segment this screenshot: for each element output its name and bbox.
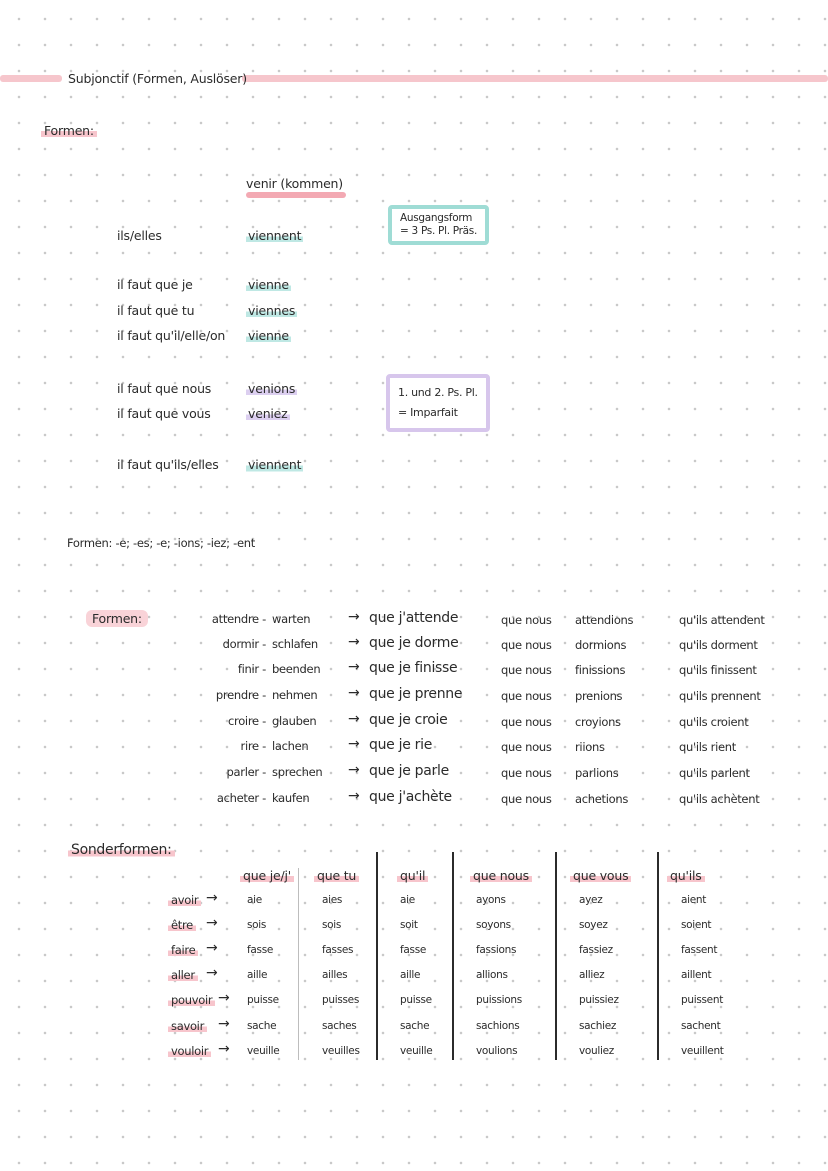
title-band	[0, 75, 62, 82]
irregular-verb: aller	[168, 968, 198, 982]
column-header: que vous	[570, 868, 631, 883]
irregular-verb: faire	[168, 943, 198, 957]
infinitive: parler -	[226, 765, 266, 779]
table-cell: puisse	[247, 994, 279, 1006]
note-box-plural	[386, 374, 490, 432]
table-cell: veuille	[400, 1045, 433, 1057]
table-cell: aillent	[681, 969, 712, 981]
table-cell: aille	[400, 969, 421, 981]
table-cell: aies	[322, 894, 343, 906]
verb-form: viennent	[248, 228, 302, 243]
table-cell: sachent	[681, 1020, 721, 1032]
note-box-base	[388, 205, 489, 245]
right-arrow-icon: →	[206, 965, 218, 981]
table-cell: soit	[400, 919, 418, 931]
table-cell: fassions	[476, 944, 517, 956]
ils-form: qu'ils parlent	[679, 766, 750, 780]
subject-label: il faut que nous	[117, 381, 212, 396]
infinitive: rire -	[240, 739, 266, 753]
note-line: Ausgangsform	[400, 212, 473, 224]
subjonctif-form: que je prenne	[369, 686, 463, 702]
column-divider	[657, 852, 659, 1060]
infinitive: dormir -	[222, 637, 266, 651]
infinitive: croire -	[228, 714, 266, 728]
table-cell: fasse	[400, 944, 427, 956]
subjonctif-form: que je finisse	[369, 660, 458, 676]
table-cell: fasse	[247, 944, 274, 956]
table-cell: veuille	[247, 1045, 280, 1057]
subjonctif-form: que je rie	[369, 737, 433, 753]
nous-form: dormions	[575, 638, 627, 652]
que-nous-label: que nous	[501, 715, 552, 729]
table-cell: soyons	[476, 919, 511, 931]
right-arrow-icon: →	[348, 634, 360, 650]
table-cell: sache	[400, 1020, 430, 1032]
right-arrow-icon: →	[206, 890, 218, 906]
table-cell: sachiez	[579, 1020, 617, 1032]
section-heading: Sonderformen:	[68, 842, 175, 858]
table-cell: fasses	[322, 944, 354, 956]
section-heading: Formen:	[86, 611, 148, 626]
table-cell: allions	[476, 969, 508, 981]
german-meaning: warten	[272, 612, 311, 626]
que-nous-label: que nous	[501, 740, 552, 754]
table-cell: aie	[247, 894, 262, 906]
table-cell: ayez	[579, 894, 603, 906]
column-header: que nous	[470, 868, 532, 883]
ils-form: qu'ils croient	[679, 715, 749, 729]
table-cell: aient	[681, 894, 707, 906]
subjonctif-form: que je dorme	[369, 635, 459, 651]
right-arrow-icon: →	[348, 685, 360, 701]
table-cell: sachions	[476, 1020, 520, 1032]
table-cell: ailles	[322, 969, 348, 981]
table-cell: puissions	[476, 994, 522, 1006]
verb-form: viennes	[248, 303, 296, 318]
table-cell: puissiez	[579, 994, 619, 1006]
right-arrow-icon: →	[348, 609, 360, 625]
right-arrow-icon: →	[206, 940, 218, 956]
column-header: qu'il	[397, 868, 428, 883]
irregular-verb: vouloir	[168, 1044, 211, 1058]
subject-label: il faut que tu	[117, 303, 195, 318]
subject-label: il faut qu'ils/elles	[117, 457, 219, 472]
nous-form: finissions	[575, 663, 626, 677]
table-cell: veuillent	[681, 1045, 724, 1057]
nous-form: riions	[575, 740, 605, 754]
column-divider	[555, 852, 557, 1060]
table-cell: alliez	[579, 969, 605, 981]
subjonctif-form: que j'attende	[369, 610, 459, 626]
table-cell: voulions	[476, 1045, 518, 1057]
verb-header: venir (kommen)	[246, 176, 343, 191]
subjonctif-form: que je croie	[369, 712, 448, 728]
irregular-verb: savoir	[168, 1019, 207, 1033]
ils-form: qu'ils finissent	[679, 663, 757, 677]
german-meaning: glauben	[272, 714, 317, 728]
german-meaning: beenden	[272, 662, 321, 676]
section-heading: Formen:	[41, 123, 97, 138]
note-line: 1. und 2. Ps. Pl.	[398, 386, 478, 399]
table-cell: sois	[247, 919, 267, 931]
table-cell: vouliez	[579, 1045, 614, 1057]
right-arrow-icon: →	[348, 788, 360, 804]
infinitive: prendre -	[215, 688, 266, 702]
subject-label: il faut qu'il/elle/on	[117, 328, 226, 343]
right-arrow-icon: →	[348, 736, 360, 752]
ils-form: qu'ils prennent	[679, 689, 761, 703]
table-cell: puisse	[400, 994, 432, 1006]
note-line: = 3 Ps. Pl. Präs.	[400, 225, 477, 237]
verb-form: viennent	[248, 457, 302, 472]
column-header: que je/j'	[240, 868, 294, 883]
verb-form: vienne	[248, 328, 289, 343]
infinitive: attendre -	[211, 612, 266, 626]
table-cell: aille	[247, 969, 268, 981]
right-arrow-icon: →	[218, 1016, 230, 1032]
que-nous-label: que nous	[501, 792, 552, 806]
nous-form: attendions	[575, 613, 634, 627]
column-header: que tu	[314, 868, 359, 883]
table-cell: soient	[681, 919, 712, 931]
irregular-verb: être	[168, 918, 196, 932]
verb-header-underline	[246, 192, 346, 198]
german-meaning: sprechen	[272, 765, 323, 779]
german-meaning: kaufen	[272, 791, 310, 805]
title-band	[242, 75, 828, 82]
table-cell: puisses	[322, 994, 360, 1006]
verb-form: vienne	[248, 277, 289, 292]
table-cell: fassent	[681, 944, 718, 956]
table-cell: ayons	[476, 894, 506, 906]
page-title: Subjonctif (Formen, Auslöser)	[68, 71, 247, 86]
subject-label: il faut que vous	[117, 406, 211, 421]
table-cell: puissent	[681, 994, 724, 1006]
infinitive: acheter -	[216, 791, 266, 805]
german-meaning: lachen	[272, 739, 309, 753]
ils-form: qu'ils achètent	[679, 792, 760, 806]
irregular-verb: pouvoir	[168, 993, 215, 1007]
subjonctif-form: que j'achète	[369, 789, 452, 805]
column-header: qu'ils	[667, 868, 705, 883]
ils-form: qu'ils dorment	[679, 638, 758, 652]
table-cell: veuilles	[322, 1045, 360, 1057]
endings-line: Formen: -e; -es; -e; -ions; -iez; -ent	[67, 536, 255, 550]
table-cell: fassiez	[579, 944, 613, 956]
column-divider	[452, 852, 454, 1060]
irregular-verb: avoir	[168, 893, 201, 907]
subject-label: il faut que je	[117, 277, 193, 292]
que-nous-label: que nous	[501, 613, 552, 627]
german-meaning: schlafen	[272, 637, 318, 651]
que-nous-label: que nous	[501, 766, 552, 780]
table-cell: aie	[400, 894, 415, 906]
verb-form: veniez	[248, 406, 288, 421]
ils-form: qu'ils rient	[679, 740, 736, 754]
nous-form: croyions	[575, 715, 621, 729]
right-arrow-icon: →	[206, 915, 218, 931]
nous-form: prenions	[575, 689, 623, 703]
note-line: = Imparfait	[398, 406, 458, 419]
subject-label: ils/elles	[117, 228, 162, 243]
column-divider	[376, 852, 378, 1060]
right-arrow-icon: →	[348, 711, 360, 727]
column-divider	[298, 868, 299, 1060]
right-arrow-icon: →	[218, 1041, 230, 1057]
right-arrow-icon: →	[218, 990, 230, 1006]
subjonctif-form: que je parle	[369, 763, 449, 779]
infinitive: finir -	[237, 662, 266, 676]
table-cell: sache	[247, 1020, 277, 1032]
que-nous-label: que nous	[501, 663, 552, 677]
ils-form: qu'ils attendent	[679, 613, 765, 627]
right-arrow-icon: →	[348, 762, 360, 778]
german-meaning: nehmen	[272, 688, 318, 702]
right-arrow-icon: →	[348, 659, 360, 675]
table-cell: saches	[322, 1020, 357, 1032]
que-nous-label: que nous	[501, 689, 552, 703]
table-cell: soyez	[579, 919, 608, 931]
nous-form: achetions	[575, 792, 629, 806]
nous-form: parlions	[575, 766, 619, 780]
table-cell: sois	[322, 919, 342, 931]
verb-form: venions	[248, 381, 296, 396]
que-nous-label: que nous	[501, 638, 552, 652]
